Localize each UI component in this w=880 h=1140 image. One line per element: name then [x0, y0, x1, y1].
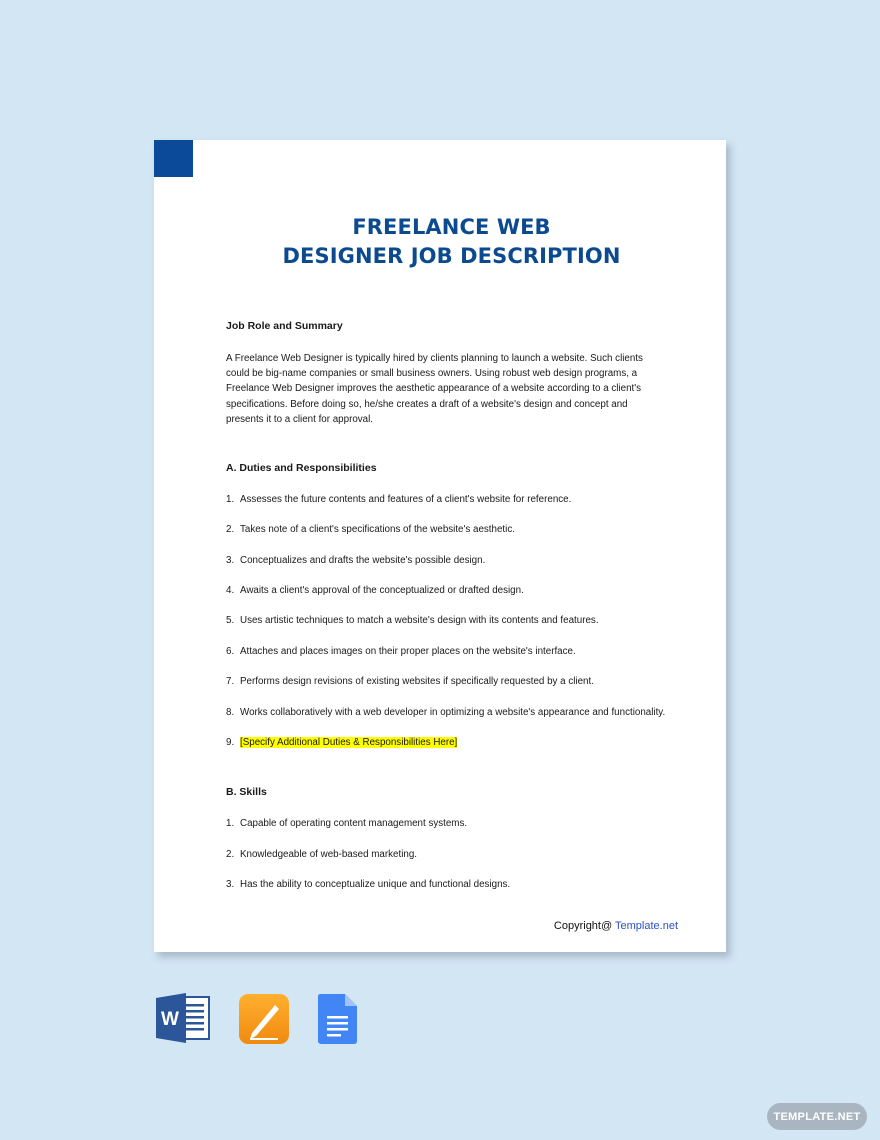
item-number: 7.	[226, 676, 235, 687]
copyright-notice	[554, 920, 678, 932]
summary-line: could be big-name companies or small business owners. Using robust web design programs, a	[226, 368, 638, 380]
document-page	[154, 140, 726, 952]
pages-app-icon[interactable]	[238, 993, 290, 1050]
item-text: Attaches and places images on their proper places on the website's interface.	[240, 646, 576, 657]
item-number: 9.	[226, 737, 235, 748]
skill-item	[226, 879, 510, 890]
google-docs-app-icon[interactable]	[317, 993, 359, 1050]
item-number: 3.	[226, 555, 235, 566]
item-text: Works collaboratively with a web developer in optimizing a website's appearance and functionality.	[240, 707, 666, 718]
skills-heading: B. Skills	[226, 786, 267, 798]
item-number: 5.	[226, 615, 235, 626]
word-icon	[155, 993, 211, 1043]
duty-item	[226, 737, 457, 748]
word-letter: W	[161, 1009, 179, 1030]
title-line-1: FREELANCE WEB	[352, 215, 551, 239]
skill-item	[226, 849, 417, 860]
item-text: Knowledgeable of web-based marketing.	[240, 849, 417, 860]
item-text: Awaits a client's approval of the conceptualized or drafted design.	[240, 585, 524, 596]
corner-accent-square	[154, 140, 193, 177]
item-number: 2.	[226, 524, 235, 535]
item-number: 4.	[226, 585, 235, 596]
summary-line: Freelance Web Designer improves the aesthetic appearance of a website according to a client's	[226, 383, 642, 395]
item-number: 1.	[226, 818, 235, 829]
duty-item	[226, 585, 524, 596]
item-text: Uses artistic techniques to match a website's design with its contents and features.	[240, 615, 599, 626]
item-number: 8.	[226, 707, 235, 718]
duty-item	[226, 555, 485, 566]
template-net-link[interactable]: Template.net	[615, 920, 678, 932]
title-line-2: DESIGNER JOB DESCRIPTION	[282, 244, 621, 268]
copyright-prefix: Copyright@	[553, 920, 616, 932]
item-number: 3.	[226, 879, 235, 890]
duty-item	[226, 707, 665, 718]
item-number: 6.	[226, 646, 235, 657]
summary-line: specifications. Before doing so, he/she creates a draft of a website's design and concept and	[226, 398, 628, 410]
duty-item	[226, 494, 571, 505]
duty-item	[226, 646, 576, 657]
item-number: 2.	[226, 849, 235, 860]
pages-icon	[238, 993, 290, 1045]
item-text: Assesses the future contents and features of a client's website for reference.	[240, 494, 572, 505]
item-text: Has the ability to conceptualize unique and functional designs.	[240, 879, 511, 890]
summary-heading: Job Role and Summary	[226, 320, 343, 332]
placeholder-highlight[interactable]: [Specify Additional Duties & Responsibilities Here]	[240, 737, 458, 748]
template-net-watermark: TEMPLATE.NET	[767, 1103, 867, 1130]
duty-item	[226, 524, 515, 535]
duty-item	[226, 676, 594, 687]
word-app-icon[interactable]	[155, 993, 211, 1048]
item-number: 1.	[226, 494, 235, 505]
duties-heading: A. Duties and Responsibilities	[226, 462, 377, 474]
item-text: Capable of operating content management systems.	[240, 818, 468, 829]
duty-item	[226, 615, 599, 626]
item-text: Performs design revisions of existing websites if specifically requested by a client.	[240, 676, 594, 687]
item-text: Conceptualizes and drafts the website's possible design.	[240, 555, 486, 566]
skill-item	[226, 818, 467, 829]
summary-paragraph	[226, 351, 666, 427]
google-docs-icon	[317, 993, 359, 1045]
item-text: Takes note of a client's specifications of the website's aesthetic.	[240, 524, 515, 535]
document-title	[154, 213, 749, 271]
summary-line: A Freelance Web Designer is typically hired by clients planning to launch a website. Such clients	[226, 353, 643, 364]
summary-line: presents it to a client for approval.	[226, 413, 374, 425]
